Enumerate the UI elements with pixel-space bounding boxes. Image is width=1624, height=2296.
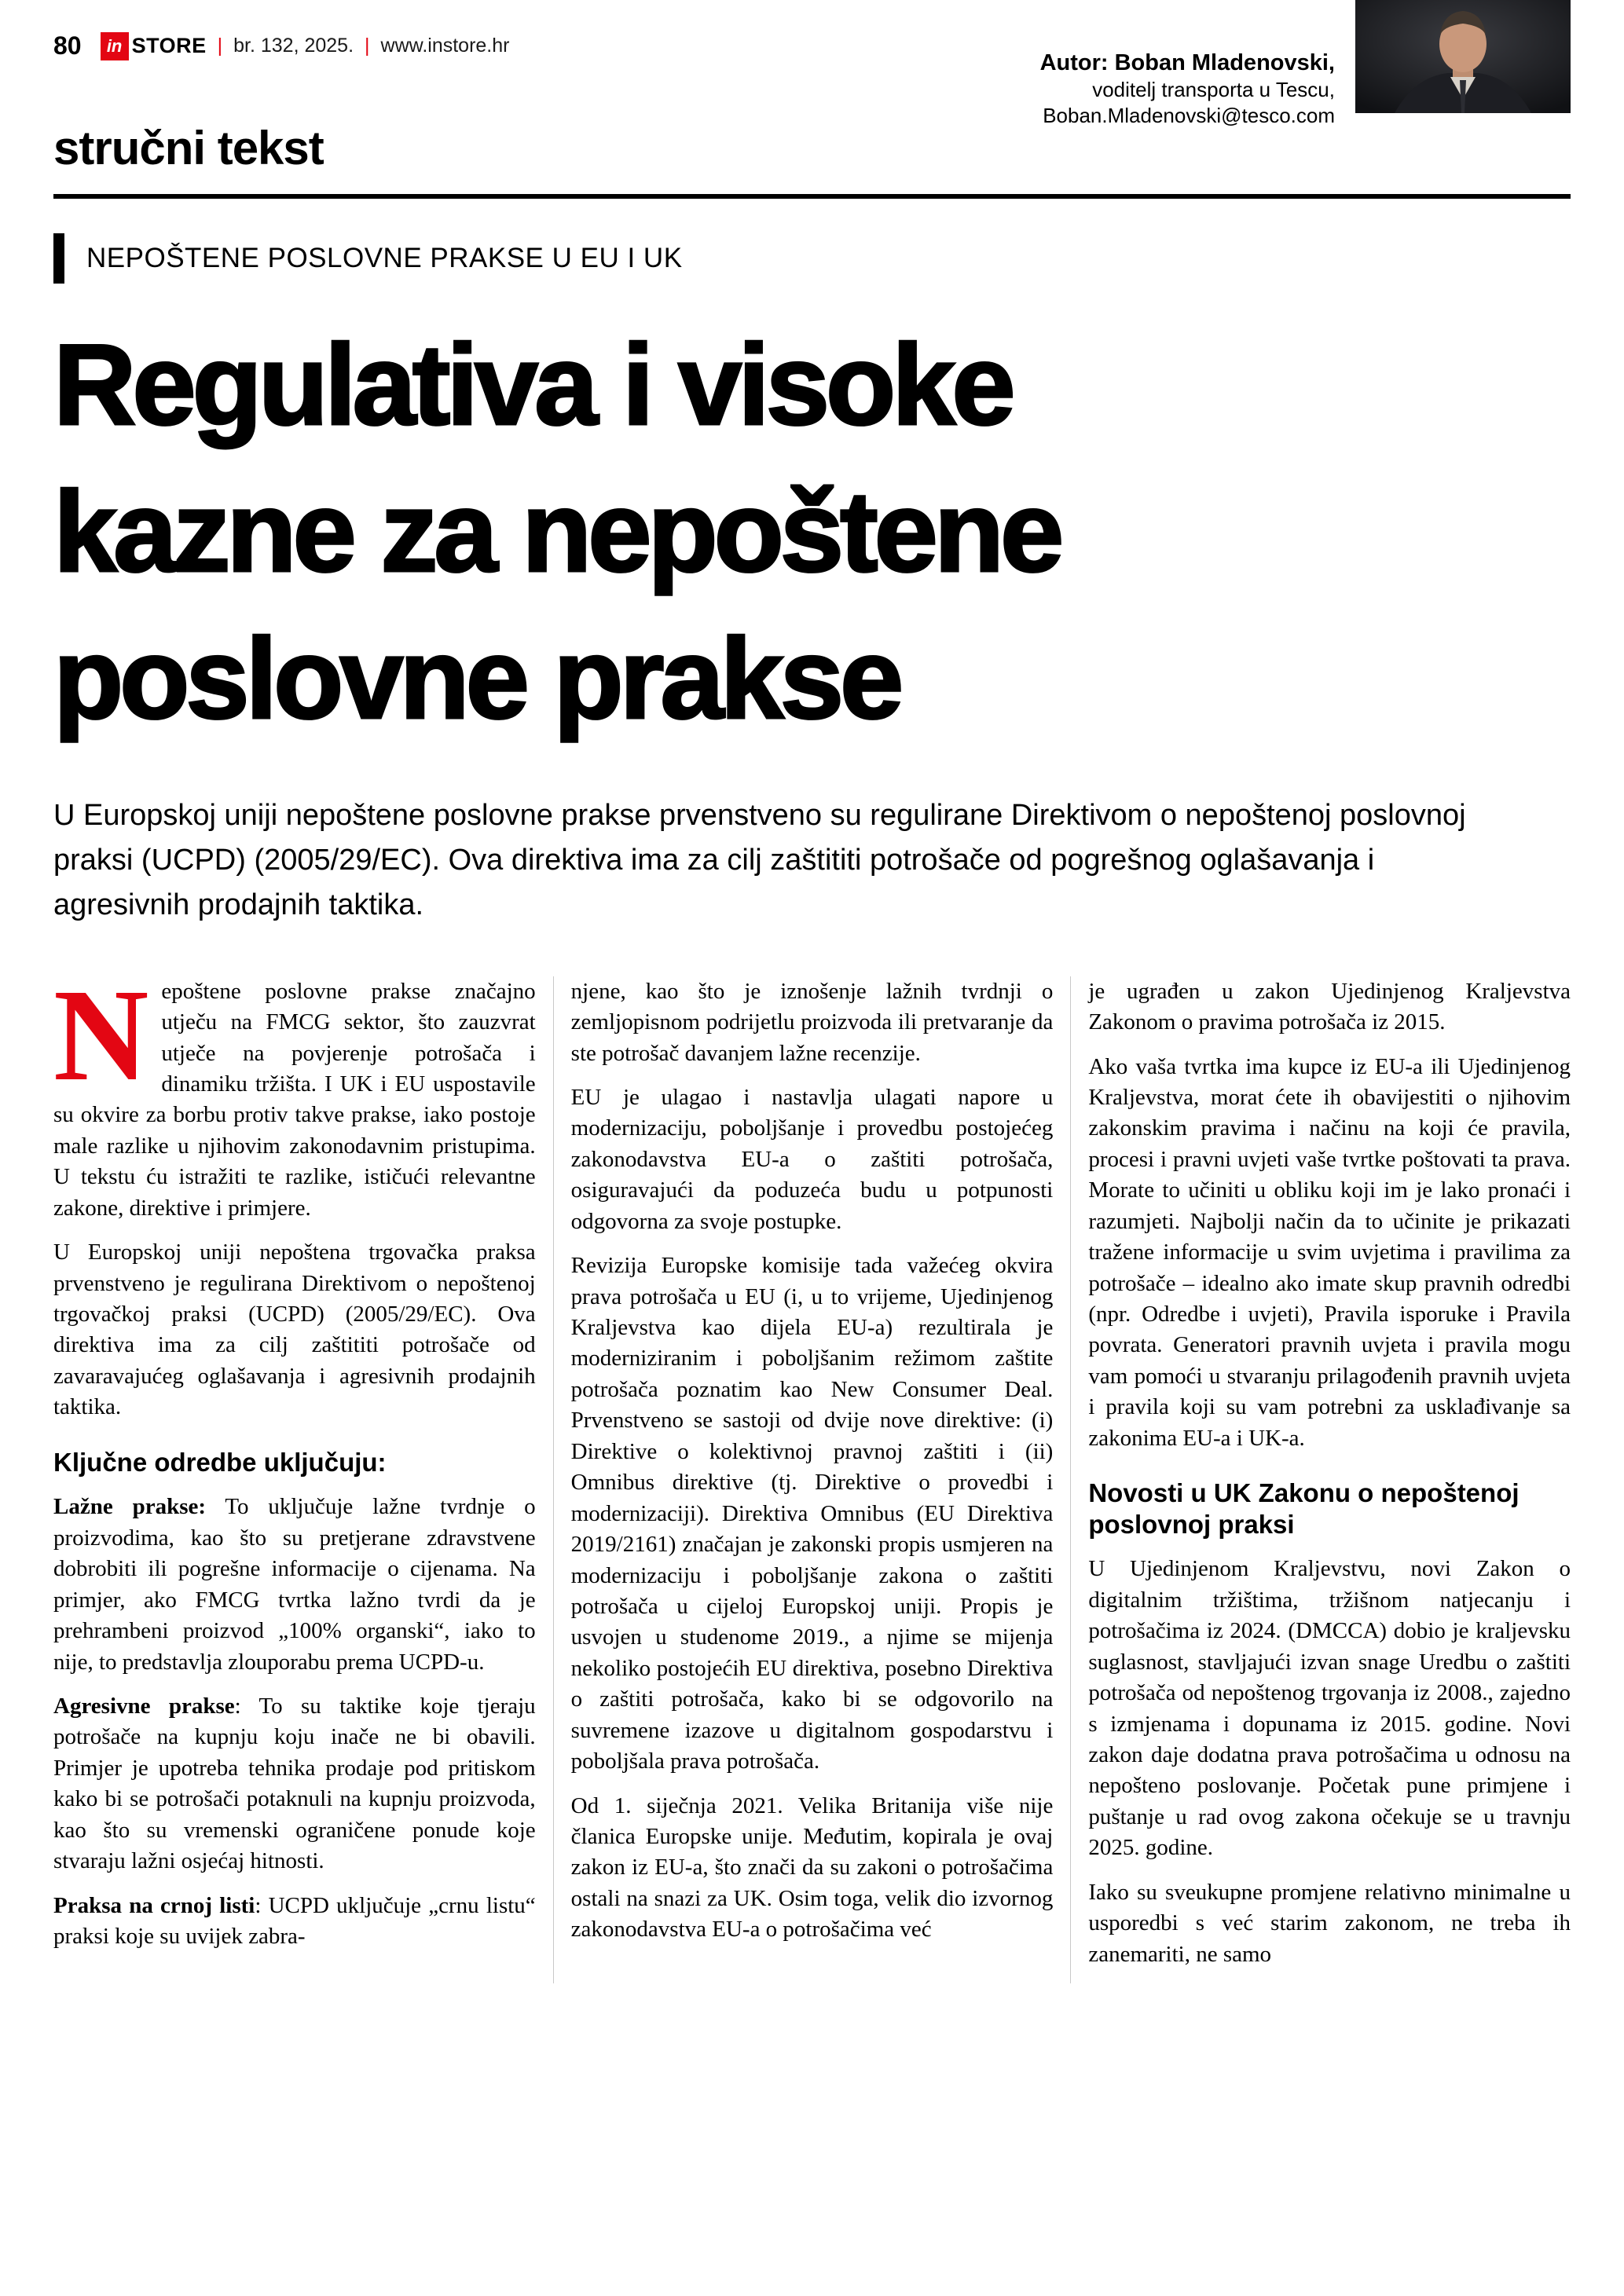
body-paragraph: Ako vaša tvrtka ima kupce iz EU-a ili Ujedinjenog Kraljevstva, morat ćete ih obavijestiti o njihovim zakonskim pravima i načinu na koji će pravila, procesi i pravni uvjeti vaše tvrtke poštovati ta prava. Morate to učiniti u obliku koji im je lako pronaći i razumjeti. Najbolji način da to učinite je prikazati tražene informacije u svim uvjetima i pravilima za potrošače – idealno ako imate skup pravnih odredbi (npr. Odredbe i uvjeti), Pravila isporuke i Pravila povrata. Generatori pravnih uvjeta i pravila mogu vam pomoći u stvaranju prilagođenih pravnih uvjeta i pravila koji su vam potrebni za usklađivanje sa zakonima EU-a i UK-a. bbox=[1088, 1053, 1571, 1451]
body-paragraph: EU je ulagao i nastavlja ulagati napore u modernizaciju, poboljšanje i provedbu postojećeg zakonodavstva EU-a o zaštiti potrošača, osiguravajući da poduzeća budu u potpunosti odgovorna za svoje postupke. bbox=[570, 1084, 1054, 1234]
logo-store-wordmark: STORE bbox=[131, 34, 207, 57]
issue-number: br. 132, 2025. bbox=[233, 35, 354, 57]
paragraph-text: : To su taktike koje tjeraju potrošače na kupnju koju inače ne bi obavili. Primjer je upotreba tehnika prodaje pod pritiskom kako bi se potrošači potaknuli na kupnju proizvoda, kao što su vremenski ograničene ponude koje stvaraju lažni osjećaj hitnosti. bbox=[53, 1693, 536, 1874]
body-paragraph bbox=[53, 961, 536, 1225]
body-paragraph bbox=[53, 1691, 536, 1877]
website-url: www.instore.hr bbox=[380, 35, 510, 57]
paragraph-text: epoštene poslovne prakse značajno utječu na FMCG sektor, što zauzvrat utječe na povjerenje potrošača i dinamiku tržišta. I UK i EU uspostavile su okvire za borbu protiv takve prakse, iako postoje male razlike u njihovim zakonodavnim pristupima. U tekstu ću istražiti te razlike, ističući relevantne zakone, direktive i primjere. bbox=[53, 978, 536, 1221]
page-number: 80 bbox=[53, 31, 82, 60]
body-subhead: Novosti u UK Zakonu o nepoštenoj poslovnoj praksi bbox=[1088, 1478, 1520, 1539]
article-body bbox=[53, 961, 1571, 1983]
article-lead: U Europskoj uniji nepoštene poslovne prakse prvenstveno su regulirane Direktivom o nepoštenoj poslovnoj praksi (UCPD) (2005/29/EC). Ova direktiva ima za cilj zaštititi potrošače od pogrešnog oglašavanja i agresivnih prodajnih taktika. bbox=[53, 798, 1466, 921]
body-paragraph: Revizija Europske komisije tada važećeg okvira prava potrošača u EU (i, u to vrijeme, Ujedinjenog Kraljevstva kao dijela EU-a) rezultirala je moderniziranim i poboljšanim režimom zaštite potrošača poznatim kao New Consumer Deal. Prvenstveno se sastoji od dvije nove direktive: (i) Direktive o kolektivnoj pravnoj zaštiti i (ii) Omnibus direktive (tj. Direktive o provedbi i modernizaciji). Direktiva Omnibus (EU Direktiva 2019/2161) značajan je zakonski propis usmjeren na modernizaciju i poboljšanje zakona o zaštiti potrošača u cijeloj Europskoj uniji. Propis je usvojen u studenome 2019., a njime se mijenja nekoliko postojećih EU direktiva, posebno Direktiva o zaštiti potrošača, kako bi se odgovorilo na suvremene izazove u digitalnom gospodarstvu i poboljšala prava potrošača. bbox=[570, 1253, 1054, 1774]
kicker-bar bbox=[53, 233, 64, 284]
kicker-text: NEPOŠTENE POSLOVNE PRAKSE U EU I UK bbox=[86, 243, 683, 273]
author-role: voditelj transporta u Tescu, bbox=[1092, 78, 1335, 102]
body-paragraph: je ugrađen u zakon Ujedinjenog Kraljevstva Zakonom o pravima potrošača iz 2015. bbox=[1088, 978, 1571, 1035]
instore-logo bbox=[101, 32, 207, 60]
body-subhead: Ključne odredbe uključuju: bbox=[53, 1447, 387, 1477]
body-column-2 bbox=[553, 976, 1071, 1983]
headline-line-3: poslovne prakse bbox=[53, 613, 900, 742]
body-paragraph bbox=[53, 1891, 536, 1953]
body-paragraph: Iako su sveukupne promjene relativno minimalne u usporedbi s već starim zakonom, ne treba ih zanemariti, ne samo bbox=[1088, 1879, 1571, 1967]
author-photo bbox=[1355, 0, 1571, 113]
logo-in-mark: in bbox=[101, 32, 129, 60]
masthead-separator: | bbox=[217, 35, 223, 57]
paragraph-text: To uključuje lažne tvrdnje o proizvodima, kao što su pretjerane zdravstvene dobrobiti ili pogrešne informacije o cijenama. Na primjer, ako FMCG tvrtka lažno tvrdi da je prehrambeni proizvod „100% organski“, iako to nije, to predstavlja zlouporabu prema UCPD-u. bbox=[53, 1494, 536, 1675]
section-title: stručni tekst bbox=[53, 122, 324, 174]
article-kicker bbox=[53, 233, 1571, 284]
drop-cap: N bbox=[53, 961, 149, 1108]
masthead-left bbox=[53, 0, 1571, 60]
author-name: Autor: Boban Mladenovski, bbox=[1039, 50, 1335, 75]
body-paragraph: U Europskoj uniji nepoštena trgovačka praksa prvenstveno je regulirana Direktivom o nepoštenoj trgovačkoj praksi (UCPD) (2005/29/EC). Ova direktiva ima za cilj zaštititi potrošače od zavaravajućeg oglašavanja i agresivnih prodajnih taktika. bbox=[53, 1240, 536, 1420]
top-rule bbox=[53, 194, 1571, 199]
masthead-separator: | bbox=[365, 35, 370, 57]
author-email: Boban.Mladenovski@tesco.com bbox=[1043, 103, 1335, 127]
paragraph-lead-in: Praksa na crnoj listi bbox=[53, 1892, 255, 1918]
paragraph-lead-in: Lažne prakse: bbox=[53, 1494, 207, 1520]
paragraph-text: : UCPD uključuje „crnu listu“ praksi koje su uvijek zabra- bbox=[53, 1892, 536, 1950]
body-paragraph: U Ujedinjenom Kraljevstvu, novi Zakon o digitalnim tržištima, tržišnom natjecanju i potrošačima iz 2024. (DMCCA) dobio je kraljevsku suglasnost, stavljajući izvan snage Uredbu o zaštiti potrošača od nepoštenog trgovanja iz 2008., zajedno s izmjenama i dopunama iz 2015. godine. Novi zakon daje dodatna prava potrošačima u odnosu na nepošteno poslovanje. Početak pune primjene i puštanje u rad ovog zakona očekuje se u travnju 2025. godine. bbox=[1088, 1556, 1571, 1861]
paragraph-lead-in: Agresivne prakse bbox=[53, 1693, 235, 1719]
article-headline bbox=[53, 312, 1571, 753]
masthead bbox=[53, 0, 1571, 127]
body-paragraph: Od 1. siječnja 2021. Velika Britanija više nije članica Europske unije. Međutim, kopirala je ovaj zakon iz EU-a, što znači da su zakoni o potrošačima ostali na snazi za UK. Osim toga, velik dio izvornog zakonodavstva EU-a o potrošačima već bbox=[570, 1792, 1054, 1943]
body-column-3 bbox=[1070, 976, 1571, 1983]
body-paragraph: njene, kao što je iznošenje lažnih tvrdnji o zemljopisnom podrijetlu proizvoda ili pretvaranje da ste potrošač davanjem lažne recenzije. bbox=[570, 978, 1054, 1066]
author-block bbox=[1040, 49, 1335, 128]
body-column-1 bbox=[53, 961, 553, 1983]
headline-line-1: Regulativa i visoke bbox=[53, 320, 1012, 449]
headline-line-2: kazne za nepoštene bbox=[53, 467, 1061, 595]
body-paragraph bbox=[53, 1492, 536, 1678]
